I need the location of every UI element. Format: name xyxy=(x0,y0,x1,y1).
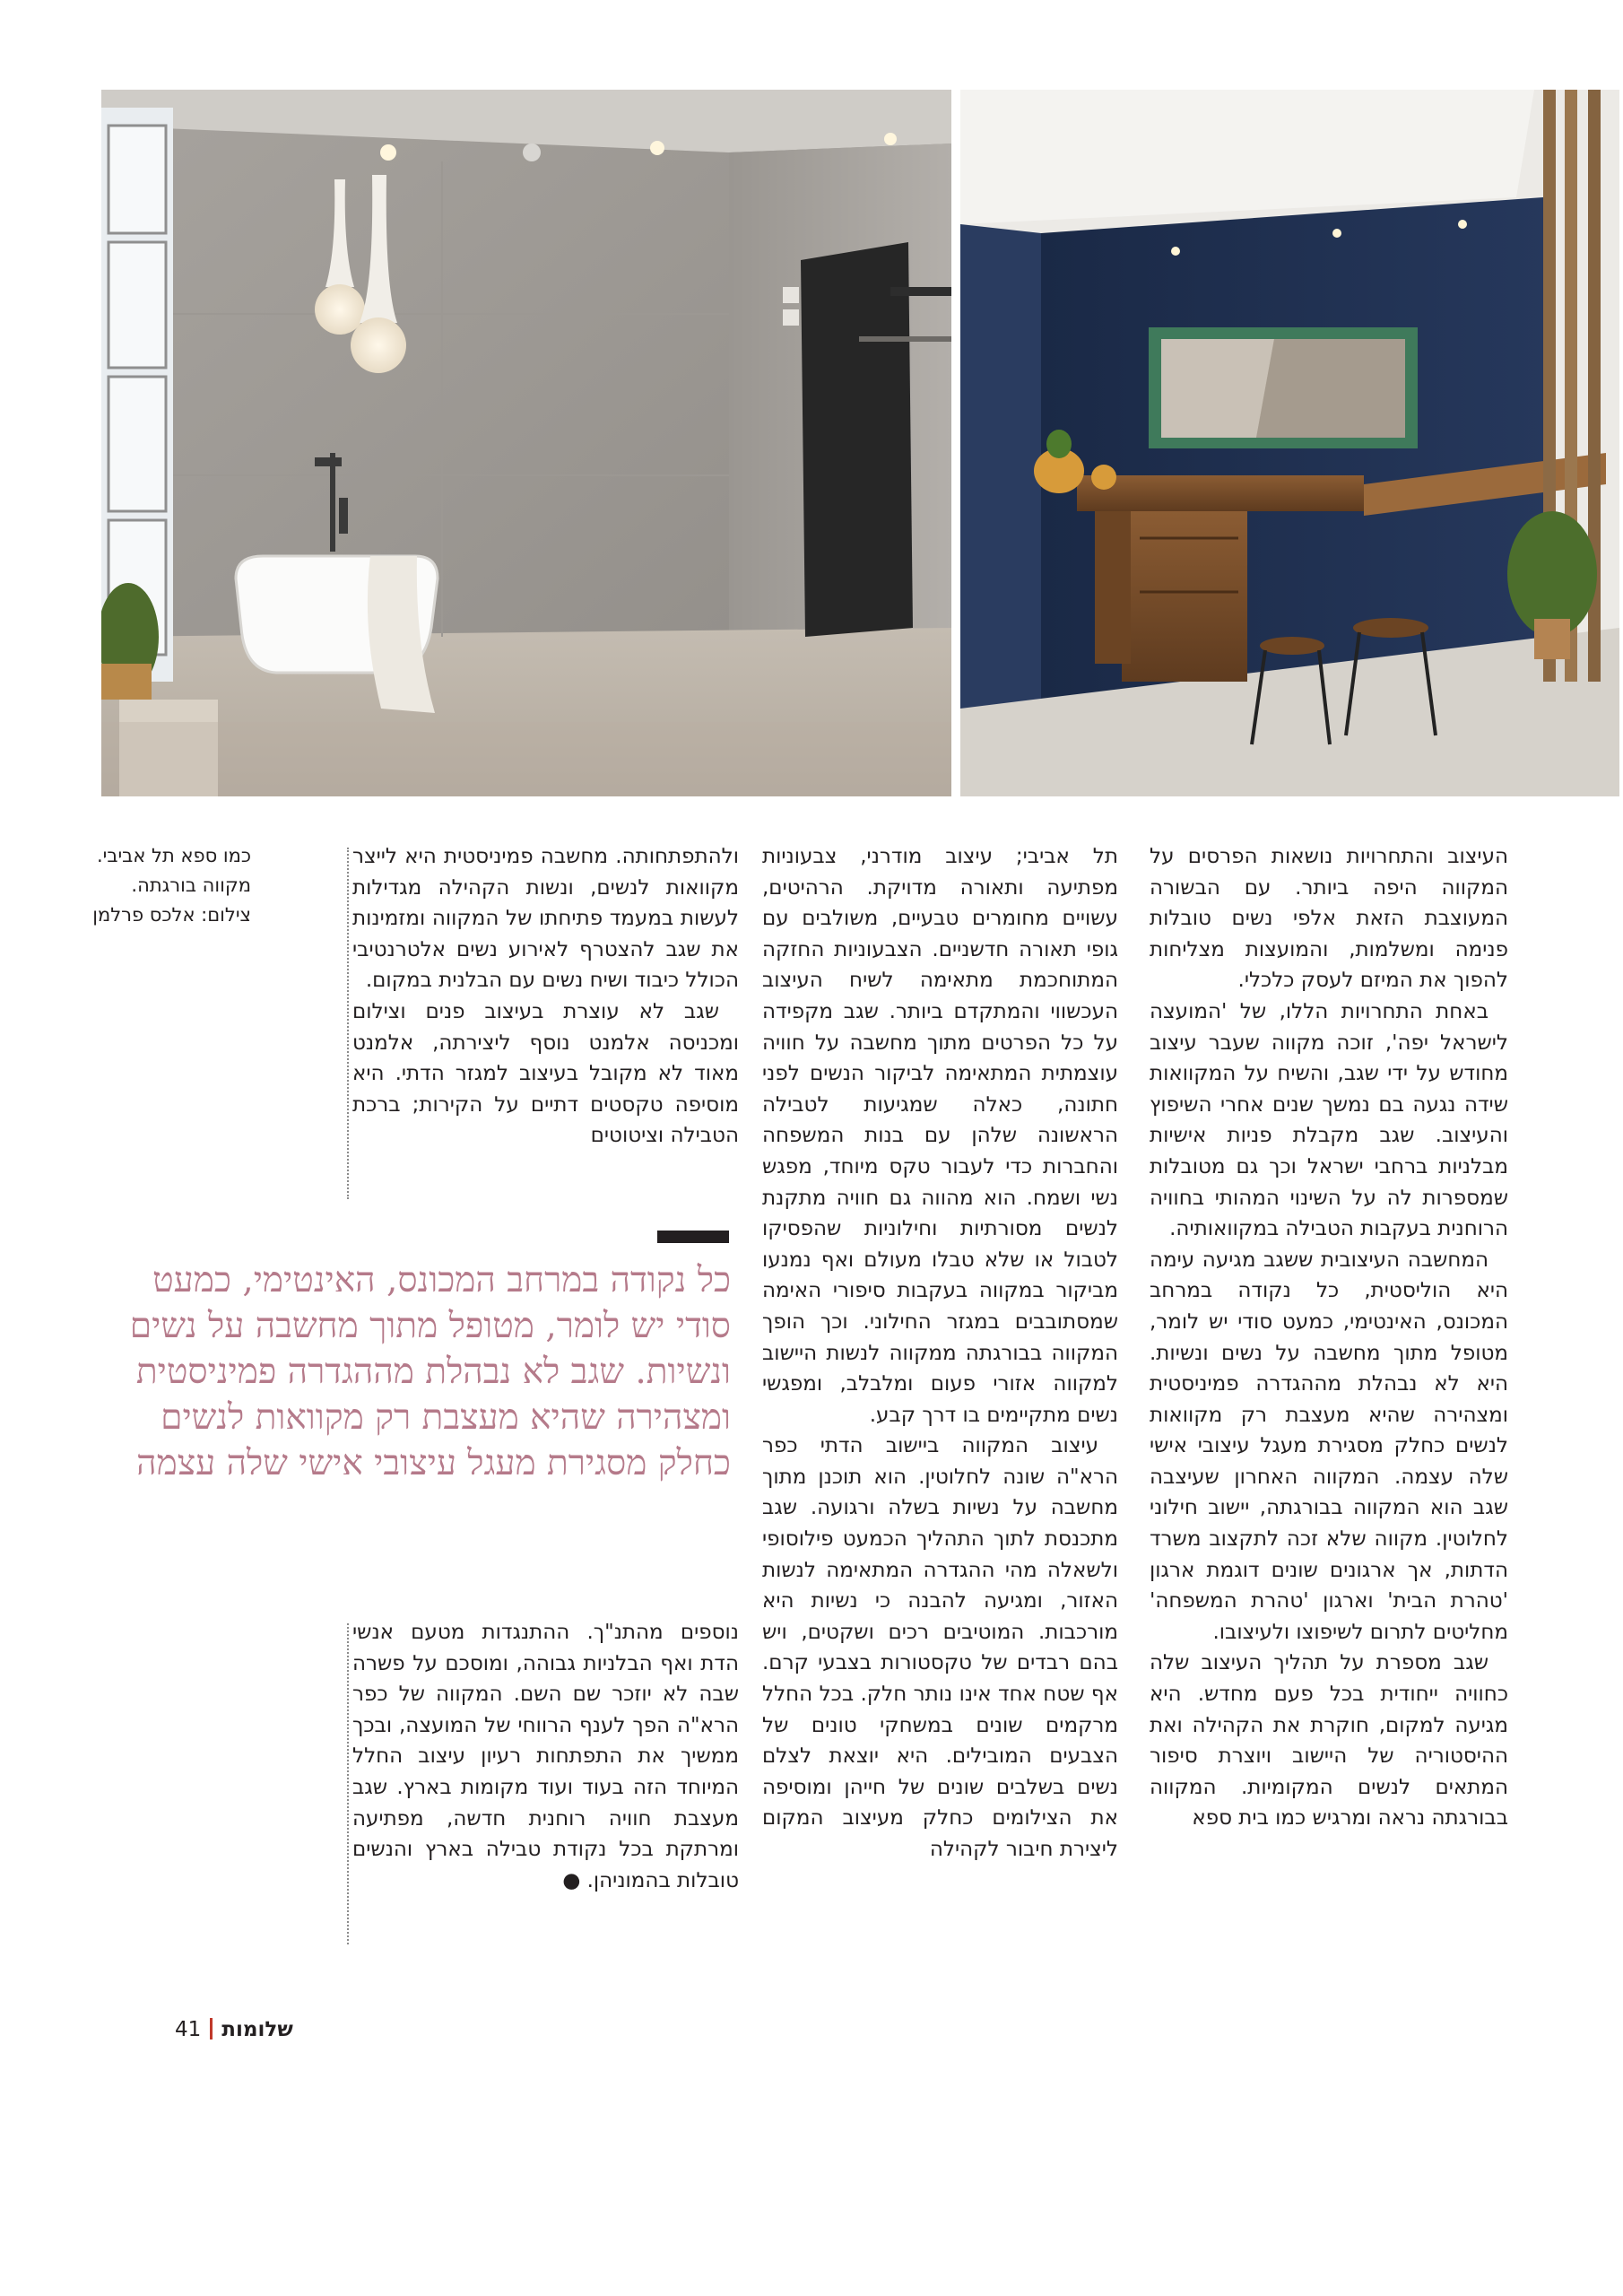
photo-caption xyxy=(54,841,251,930)
article-column-3-bottom xyxy=(352,1617,739,1896)
pull-quote-bar xyxy=(657,1231,729,1243)
paragraph: עיצוב המקווה ביישוב הדתי כפר הרא"ה שונה לחלוטין. הוא תוכנן מתוך מחשבה על נשיות בשלה ורגועה. שגב מתכנסת לתוך התהליך הכמעט פילוסופי ולשאלה מהי ההגדרה המתאימה לנשות האזור, ומגיעה להבנה כי נשיות היא מורכבות. המוטיבים רכים ושקטים, ויש בהם רבדים של טקסטורות בצבעי קרם. אף שטח אחד אינו נותר חלק. בכל החלל מרקמים שונים במשחקי טונים של הצבעים המובילים. היא יוצאת לצלם נשים בשלבים שונים של חייהן ומוסיפה את הצילומים כחלק מעיצוב המקום ליצירת חיבור לקהילה xyxy=(762,1434,1118,1861)
paragraph: באחת התחרויות הללו, של 'המועצה לישראל יפה', זוכה מקווה שעבר עיצוב מחודש על ידי שגב, והשיח על המקוואות שידה נגעה בם נמשך שנים אחרי השיפוץ והעיצוב. שגב מקבלת פניות אישיות מבלניות ברחבי ישראל וכך גם מטובלות שמספרות לה על השינוי המהותי בחוויה הרוחנית בעקבות הטבילה במקוואותיה. xyxy=(1150,999,1508,1241)
article-column-1 xyxy=(1150,841,1508,1834)
vanity-illustration xyxy=(960,90,1619,796)
page-number: 41 xyxy=(175,2018,202,2041)
caption-line: מקווה בורגתה. xyxy=(131,874,251,896)
article-column-2 xyxy=(762,841,1118,1866)
paragraph: שגב לא עוצרת בעיצוב פנים וצילום ומכניסה אלמנט נוסף ליצירתה, אלמנט מאוד לא מקובל בעיצוב למגזר הדתי. היא מוסיפה טקסטים דתיים על הקירות; ברכת הטבילה וציטוטים xyxy=(352,999,739,1148)
magazine-name: שלומות xyxy=(221,2018,293,2041)
paragraph: שגב מספרת על תהליך העיצוב שלה כחוויה ייחודית בכל פעם מחדש. היא מגיעה למקום, חוקרת את הקהילה ואת ההיסטוריה של היישוב ויוצרת סיפור המתאים לנשים המקומיות. המקווה בבורגתה נראה ומרגיש כמו בית ספא xyxy=(1150,1651,1508,1831)
paragraph: העיצוב והתחרויות נושאות הפרסים על המקווה היפה ביותר. עם הבשורה המעוצבת הזאת אלפי נשים טובלות פנימה ומשלמות, והמועצות מצליחות להפוך את המיזם לעסק כלכלי. xyxy=(1150,845,1508,993)
end-mark: ● xyxy=(562,1868,581,1892)
caption-line: כמו ספא תל אביבי. xyxy=(96,845,251,866)
photo-bathroom-tub xyxy=(101,90,951,796)
paragraph xyxy=(352,1617,739,1896)
paragraph: ולהתפתחותה. מחשבה פמיניסטית היא לייצר מקוואות לנשים, ונשות הקהילה מגדילות לעשות במעמד פתיחתו של המקווה ומזמינות את שגב להצטרף לאירוע נשים אלטרנטיבי הכולל כיבוד ושיח נשים עם הבלנית במקום. xyxy=(352,845,739,993)
caption-credit: צילום: אלכס פרלמן xyxy=(92,904,251,926)
article-column-3-top xyxy=(352,841,739,1152)
paragraph: תל אביבי; עיצוב מודרני, צבעוניות מפתיעה ותאורה מדויקת. הרהיטים, עשויים מחומרים טבעיים, משולבים עם גופי תאורה חדשניים. הצבעוניות החזקה המתוחכמת מתאימה לשיח העיצוב העכשווי והמתקדם ביותר. שגב מקפידה על כל הפרטים מתוך מחשבה על חוויה עוצמתית המתאימה לביקור הנשים לפני חתונה, כאלה שמגיעות לטבילה הראשונה שלהן עם בנות המשפחה והחברות כדי לעבור טקס מיוחד, מפגש נשי ושמח. הוא מהווה גם חוויה מתקנת לנשים מסורתיות וחילוניות שהפסיקו לטבול או שלא טבלו מעולם ואף נמנעו מביקור במקווה בעקבות סיפורי האימה שמסתובבים במגזר החילוני. וכך הופך המקווה בבורגתה ממקווה לנשות היישוב למקווה אזורי פעום ומלבלב, ומפגשי נשים מתקיימים בו דרך קבע. xyxy=(762,845,1118,1427)
paragraph-text: נוספים מהתנ"ך. ההתנגדות מטעם אנשי הדת ואף הבלניות גבוהה, ומוסכם על פשרה שבה לא יוזכר שם השם. המקווה של כפר הרא"ה הפך לענף הרווחי של המועצה, ובכך ממשיך את התפתחות רעיון עיצוב החלל המיוחד הזה בעוד ועוד מקומות בארץ. שגב מעצבת חוויה רוחנית חדשה, מפתיעה ומרתקת בכל נקודת טבילה בארץ והנשים טובלות בהמוניהן. xyxy=(352,1621,739,1892)
photo-navy-vanity xyxy=(960,90,1619,796)
paragraph: המחשבה העיצובית ששגב מגיעה עימה היא הוליסטית, כל נקודה במרחב המכונס, האינטימי, כמעט סודי יש לומר, מטופל מתוך מחשבה על נשים ונשיות. היא לא נבהלת מההגדרה פמיניסטית ומצהירה שהיא מעצבת רק מקוואות לנשים כחלק מסגירת מעגל עיצובי אישי שלה עצמה. המקווה האחרון שעיצבה שגב הוא המקווה בבורגתה, יישוב חילוני לחלוטין. מקווה שלא זכה לתקצוב משרד הדתות, אך ארגונים שונים דוגמת ארגון 'טהרת הבית' וארגון 'טהרת המשפחה' מחליטים לתרום לשיפוצו ולעיצובו. xyxy=(1150,1248,1508,1644)
footer-separator xyxy=(210,2018,213,2039)
pull-quote: כל נקודה במרחב המכונס, האינטימי, כמעט סודי יש לומר, מטופל מתוך מחשבה על נשים ונשיות. שגב לא נבהלת מההגדרה פמיניסטית ומצהירה שהיא מעצבת רק מקוואות לנשים כחלק מסגירת מעגל עיצובי אישי שלה עצמה xyxy=(129,1260,731,1483)
bathroom-illustration xyxy=(101,90,951,796)
dotted-rule xyxy=(347,1623,349,1944)
dotted-rule xyxy=(347,848,349,1199)
page-footer xyxy=(175,2018,293,2041)
